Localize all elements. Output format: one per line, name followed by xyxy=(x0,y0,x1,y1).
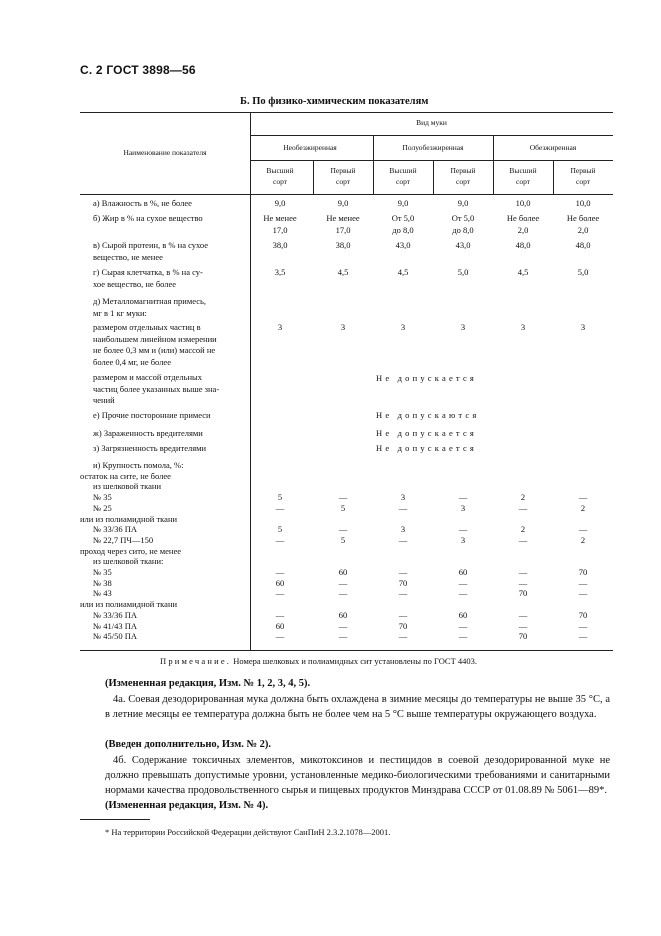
row-value: Не более xyxy=(566,213,600,223)
row-label: частиц более указанных выше зна- xyxy=(93,383,220,394)
row-value: 3 xyxy=(400,322,406,332)
grind-row-value: 2 xyxy=(520,524,526,535)
row-label: размером и массой отдельных xyxy=(93,372,202,382)
grind-row-value: 3 xyxy=(460,502,466,513)
row-value: 17,0 xyxy=(335,224,351,235)
grind-row-label: остаток на сите, не более xyxy=(80,470,171,481)
row-value: От 5,0 xyxy=(451,213,475,223)
grind-row-label: или из полиамидной ткани xyxy=(80,513,178,524)
grind-row-value: 60 xyxy=(275,620,285,631)
grind-row-value: — xyxy=(578,524,588,535)
table-header-grade: Первый xyxy=(570,166,596,175)
grind-row-value: — xyxy=(398,588,408,599)
grind-row-value: 70 xyxy=(518,631,528,642)
row-span-value: Не допускается xyxy=(376,443,478,453)
grind-row-value: — xyxy=(275,534,285,545)
row-label: ж) Зараженность вредителями xyxy=(93,428,203,438)
grind-row-label: № 43 xyxy=(93,588,112,599)
page-header: С. 2 ГОСТ 3898—56 xyxy=(80,63,196,77)
grind-row-value: — xyxy=(578,492,588,503)
row-value: 3 xyxy=(580,322,586,332)
grind-row-value: — xyxy=(518,534,528,545)
grind-row-value: 70 xyxy=(398,620,408,631)
grind-row-value: — xyxy=(518,609,528,620)
row-value: 3,5 xyxy=(274,267,286,277)
row-value: 9,0 xyxy=(337,198,349,208)
grind-row-value: 5 xyxy=(277,524,283,535)
row-value: 3 xyxy=(520,322,526,332)
grind-row-value: — xyxy=(275,567,285,577)
grind-row-value: — xyxy=(338,577,348,588)
table-header-grade-suffix: сорт xyxy=(455,177,470,186)
grind-row-value: — xyxy=(338,524,348,535)
grind-row-value: 60 xyxy=(458,609,468,620)
table-header-grade: Высший xyxy=(509,166,537,175)
amendment-note-2: (Введен дополнительно, Изм. № 2). xyxy=(105,739,272,750)
row-label: вещество, не менее xyxy=(93,251,163,262)
row-value: до 8,0 xyxy=(452,224,474,235)
grind-row-label: № 35 xyxy=(93,492,112,503)
row-value: 43,0 xyxy=(395,240,411,250)
grind-row-value: — xyxy=(578,577,588,588)
grind-row-value: — xyxy=(398,609,408,620)
row-label: мг в 1 кг муки: xyxy=(93,307,147,318)
row-value: 9,0 xyxy=(397,198,409,208)
table-header-name: Наименование показателя xyxy=(123,148,207,157)
grind-row-value: — xyxy=(578,620,588,631)
amendment-note-1: (Измененная редакция, Изм. № 1, 2, 3, 4, 5). xyxy=(105,678,311,689)
table-header-grade: Высший xyxy=(266,166,294,175)
row-label: з) Загрязненность вредителями xyxy=(93,443,207,453)
table-header-grade-suffix: сорт xyxy=(335,177,350,186)
grind-row-value: 60 xyxy=(275,577,285,588)
row-value: 9,0 xyxy=(457,198,469,208)
grind-row-value: — xyxy=(578,588,588,599)
table-header-grade-suffix: сорт xyxy=(272,177,287,186)
row-value: 3 xyxy=(277,322,283,332)
row-label: г) Сырая клетчатка, в % на су- xyxy=(93,267,203,277)
amendment-note-3: (Измененная редакция, Изм. № 4). xyxy=(105,800,269,811)
row-label: наибольшем линейном измерении xyxy=(93,333,217,344)
row-value: 9,0 xyxy=(274,198,286,208)
grind-row-value: 3 xyxy=(400,524,406,535)
grind-row-label: № 45/50 ПА xyxy=(93,631,137,642)
table-header-grade-suffix: сорт xyxy=(395,177,410,186)
row-span-value: Не допускается xyxy=(376,428,478,438)
grind-row-value: — xyxy=(458,577,468,588)
grind-row-value: 5 xyxy=(340,502,346,513)
grind-row-value: — xyxy=(578,631,588,642)
grind-row-value: — xyxy=(398,502,408,513)
grind-row-value: 2 xyxy=(580,534,586,545)
grind-row-value: — xyxy=(338,588,348,599)
row-value: 38,0 xyxy=(335,240,351,250)
grind-row-value: 60 xyxy=(458,567,468,577)
grind-row-label: № 22,7 ПЧ—150 xyxy=(93,534,154,545)
note-prefix: Примечание. xyxy=(160,656,232,666)
grind-row-value: — xyxy=(275,502,285,513)
table-rule-subgroup xyxy=(250,160,613,161)
table-header-group: Вид муки xyxy=(416,118,447,127)
grind-row-value: 70 xyxy=(578,609,588,620)
grind-row-value: — xyxy=(518,567,528,577)
row-value: 5,0 xyxy=(457,267,469,277)
row-value: до 8,0 xyxy=(392,224,414,235)
row-value: От 5,0 xyxy=(391,213,415,223)
grind-row-value: 2 xyxy=(520,492,526,503)
grind-row-value: — xyxy=(275,609,285,620)
table-header-grade: Высший xyxy=(389,166,417,175)
grind-row-label: № 33/36 ПА xyxy=(93,609,137,620)
row-label: более 0,4 мг, не более xyxy=(93,356,171,367)
table-rule-header-bottom xyxy=(80,194,613,195)
grind-row-label: и) Крупность помола, %: xyxy=(93,460,184,470)
row-label: размером отдельных частиц в xyxy=(93,322,201,332)
footnote: * На территории Российской Федерации действуют СанПиН 2.3.2.1078—2001. xyxy=(105,827,391,837)
grind-row-value: — xyxy=(458,492,468,503)
table-header-subgroup: Обезжиренная xyxy=(529,143,577,152)
grind-row-value: — xyxy=(275,588,285,599)
grind-row-value: — xyxy=(518,577,528,588)
grind-row-value: — xyxy=(275,631,285,642)
grind-row-label: № 41/43 ПА xyxy=(93,620,137,631)
footnote-divider xyxy=(80,819,150,820)
row-value: 48,0 xyxy=(515,240,531,250)
row-value: 5,0 xyxy=(577,267,589,277)
grind-row-value: — xyxy=(458,588,468,599)
grind-row-value: — xyxy=(338,492,348,503)
row-value: 43,0 xyxy=(455,240,471,250)
grind-row-value: — xyxy=(518,502,528,513)
grind-row-value: 3 xyxy=(400,492,406,503)
grind-row-value: 70 xyxy=(578,567,588,577)
row-label: хое вещество, не более xyxy=(93,278,177,289)
paragraph-4a: 4а. Соевая дезодорированная мука должна быть охлаждена в зимние месяцы до температуры не выше 35 °С, а в летние месяцы ее температура должна быть не более чем на 5 °С выше температуры окружающего воздуха. xyxy=(105,694,610,720)
grind-row-value: — xyxy=(398,534,408,545)
grind-row-value: — xyxy=(398,567,408,577)
grind-row-label: проход через сито, не менее xyxy=(80,545,181,556)
grind-row-value: — xyxy=(338,631,348,642)
row-value: 17,0 xyxy=(272,224,288,235)
row-value: 48,0 xyxy=(575,240,591,250)
grind-row-value: — xyxy=(458,631,468,642)
grind-row-label: № 25 xyxy=(93,502,112,513)
table-header-grade: Первый xyxy=(330,166,356,175)
row-value: 10,0 xyxy=(515,198,531,208)
grind-row-value: 60 xyxy=(338,567,348,577)
row-label: не более 0,3 мм и (или) массой не xyxy=(93,345,216,355)
grind-row-value: — xyxy=(458,620,468,631)
grind-row-label: № 33/36 ПА xyxy=(93,524,137,535)
table-header-grade-suffix: сорт xyxy=(515,177,530,186)
table-header-subgroup: Полуобезжиренная xyxy=(402,143,464,152)
row-label: д) Металломагнитная примесь, xyxy=(93,296,206,306)
table-rule-group xyxy=(250,135,613,136)
row-value: 4,5 xyxy=(397,267,409,277)
row-value: 2,0 xyxy=(517,224,529,235)
row-span-value: Не допускаются xyxy=(376,410,480,420)
table-note xyxy=(160,656,477,666)
grind-row-value: — xyxy=(398,631,408,642)
table-rule-bottom xyxy=(80,650,613,651)
grind-row-label: из шелковой ткани xyxy=(93,481,162,492)
table-rule-top xyxy=(80,112,613,113)
row-label: е) Прочие посторонние примеси xyxy=(93,410,211,420)
row-value: 4,5 xyxy=(337,267,349,277)
grind-row-value: — xyxy=(518,620,528,631)
grind-row-value: 60 xyxy=(338,609,348,620)
grind-row-label: № 35 xyxy=(93,567,112,577)
row-value: 4,5 xyxy=(517,267,529,277)
grind-row-label: № 38 xyxy=(93,577,112,588)
table-header-subgroup: Необезжиренная xyxy=(283,143,337,152)
note-text: Номера шелковых и полиамидных сит установлены по ГОСТ 4403. xyxy=(231,656,478,666)
grind-row-value: 70 xyxy=(398,577,408,588)
grind-row-value: 2 xyxy=(580,502,586,513)
row-value: 2,0 xyxy=(577,224,589,235)
grind-row-label: из шелковой ткани: xyxy=(93,556,164,567)
grind-row-value: 5 xyxy=(340,534,346,545)
grind-row-value: 70 xyxy=(518,588,528,599)
section-title: Б. По физико-химическим показателям xyxy=(240,96,429,107)
row-value: 3 xyxy=(340,322,346,332)
grind-row-value: — xyxy=(458,524,468,535)
grind-row-label: или из полиамидной ткани xyxy=(80,599,178,610)
row-value: Не менее xyxy=(263,213,297,223)
row-value: 3 xyxy=(460,322,466,332)
paragraph-4b: 4б. Содержание токсичных элементов, микотоксинов и пестицидов в соевой дезодорированной муке не должно превышать допустимые уровни, установленные медико-биологическими требованиями и санитарными нормами качества продовольственного сырья и пищевых продуктов Минздрава СССР от 01.08.89 № 5061—89*. xyxy=(105,755,610,796)
row-span-value: Не допускается xyxy=(376,373,478,383)
row-label: а) Влажность в %, не более xyxy=(93,198,192,208)
table-header-grade-suffix: сорт xyxy=(575,177,590,186)
row-value: Не менее xyxy=(326,213,360,223)
row-label: чений xyxy=(93,395,115,405)
grind-row-value: 3 xyxy=(460,534,466,545)
row-label: в) Сырой протеин, в % на сухое xyxy=(93,240,209,250)
grind-row-value: 5 xyxy=(277,492,283,503)
row-value: Не более xyxy=(506,213,540,223)
row-value: 10,0 xyxy=(575,198,591,208)
grind-row-value: — xyxy=(338,620,348,631)
row-value: 38,0 xyxy=(272,240,288,250)
table-header-grade: Первый xyxy=(450,166,476,175)
row-label: б) Жир в % на сухое вещество xyxy=(93,213,203,223)
